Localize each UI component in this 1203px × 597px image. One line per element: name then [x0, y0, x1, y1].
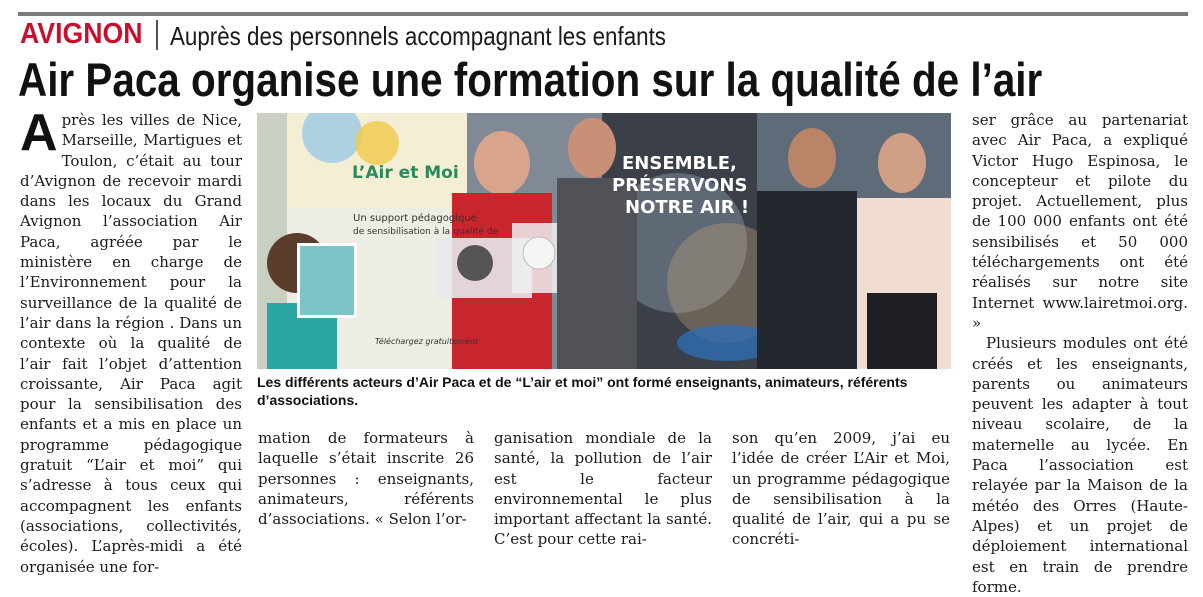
banner-left-line1: Un support pédagogique — [353, 213, 477, 224]
banner-right-line1: ENSEMBLE, — [622, 153, 737, 174]
banner-left-footer: Téléchargez gratuitement — [375, 337, 479, 346]
article-column-3: ganisation mondiale de la santé, la pollution de l’air est le facteur environnemental le plus important affectant la santé. C’est pour cette rai- — [494, 429, 712, 549]
article-column-5 — [972, 110, 1188, 597]
column-5-paragraph-1: ser grâce au partenariat avec Air Paca, a expliqué Victor Hugo Espinosa, le concepteur et pilote du projet. Actuellement, plus de 100 000 enfants ont été sensibilisés et 50 000 téléchargements ont été réalisés sur notre site Internet www.lairetmoi.org. » — [972, 111, 1188, 332]
banner-right-line3: NOTRE AIR ! — [625, 197, 750, 218]
section-label: AVIGNON — [20, 18, 143, 50]
banner-left-title: L’Air et Moi — [352, 163, 459, 183]
top-rule — [18, 12, 1188, 16]
article-column-2: mation de formateurs à laquelle s’était inscrite 26 personnes : enseignants, animateurs, référents d’associations. « Selon l’or- — [258, 429, 474, 529]
photo-caption: Les différents acteurs d’Air Paca et de “L’air et moi” ont formé enseignants, animateurs, référents d’associations. — [257, 374, 908, 408]
banner-left-line2: de sensibilisation à la qualité de — [353, 227, 499, 237]
article-column-1 — [20, 104, 242, 577]
section-separator — [156, 20, 158, 50]
headline: Air Paca organise une formation sur la qualité de l’air — [18, 53, 1043, 106]
kicker: Auprès des personnels accompagnant les enfants — [170, 21, 666, 51]
drop-cap: A — [20, 104, 58, 162]
article-column-4: son qu’en 2009, j’ai eu l’idée de créer L’Air et Moi, un programme pédagogique de sensibilisation à la qualité de l’air, qui a pu se concréti- — [732, 429, 950, 549]
photo-illustration — [257, 113, 951, 369]
column-5-paragraph-2: Plusieurs modules ont été créés et les enseignants, parents ou animateurs peuvent les adapter à tout niveau scolaire, de la maternelle au lycée. En Paca l’association est relayée par la Maison de la météo des Orres (Haute- Alpes) et un projet de déploiement international est en train de prendre forme. — [972, 334, 1188, 596]
banner-right-line2: PRÉSERVONS — [612, 175, 748, 196]
column-1-text: près les villes de Nice, Marseille, Martigues et Toulon, c’était au tour d’Avignon de recevoir mardi dans les locaux du Grand Avignon l’association Air Paca, agréée par le ministère en charge de l’Environnement pour la surveillance de la qualité de l’air dans la région . Dans un contexte où la qualité de l’air fait l’objet d’attention croissante, Air Paca agit pour la sensibilisation des enfants et a mis en place un programme pédagogique gratuit “L’air et moi” qui s’adresse à tous ceux qui accompagnent les enfants (associations, collectivités, écoles). L’après-midi a été organisée une for- — [20, 111, 242, 576]
article-photo — [257, 113, 951, 369]
